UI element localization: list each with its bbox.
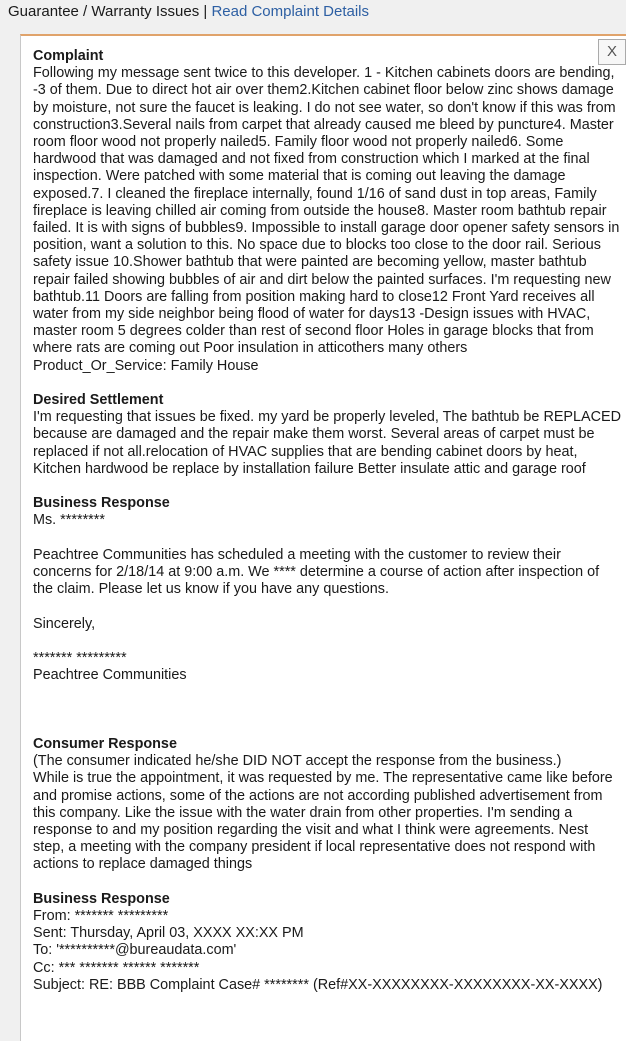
consumer-response-title: Consumer Response bbox=[33, 736, 177, 753]
breadcrumb bbox=[0, 0, 626, 28]
email-sent: Sent: Thursday, April 03, XXXX XX:XX PM bbox=[33, 925, 304, 942]
business-response-signature: ******* ********* bbox=[33, 650, 127, 667]
consumer-response-body: While is true the appointment, it was requested by me. The representative came like before and promise actions, some of the actions are not according published advertisement from this company. Like the issue with the water drain from other properties. I'm sending a response to and my position regarding the visit and what I think were agreements. Nest step, a meeting with the company president if local representative does not respond with actions to replace damaged things bbox=[33, 770, 613, 873]
desired-settlement-body: I'm requesting that issues be fixed. my yard be properly leveled, The bathtub be REPLACED because are damaged and the repair make them worst. Several areas of carpet must be replaced if not all.relocation of HVAC supplies that are bending cabinet doors by heat, Kitchen hardwood be replace by installation failure Better insulate attic and garage roof bbox=[33, 409, 622, 477]
read-complaint-details-link[interactable]: Read Complaint Details bbox=[211, 3, 370, 20]
email-from: From: ******* ********* bbox=[33, 908, 169, 925]
business-response-salutation: Ms. ******** bbox=[33, 512, 105, 529]
email-subject: Subject: RE: BBB Complaint Case# ******** (Ref#XX-XXXXXXXX-XXXXXXXX-XX-XXXX) bbox=[33, 976, 603, 993]
business-response-title: Business Response bbox=[33, 495, 170, 512]
complaint-title: Complaint bbox=[33, 48, 104, 64]
breadcrumb-category: Guarantee / Warranty Issues | bbox=[8, 3, 208, 20]
email-to: To: '**********@bureaudata.com' bbox=[33, 942, 237, 959]
product-or-service: Product_Or_Service: Family House bbox=[33, 357, 259, 374]
business-response-2-title: Business Response bbox=[33, 890, 170, 907]
business-response-closing: Sincerely, bbox=[33, 615, 96, 632]
business-response-body: Peachtree Communities has scheduled a meeting with the customer to review their concerns for 2/18/14 at 9:00 a.m. We **** determine a course of action after inspection of the claim. Please let us know if you have any questions. bbox=[33, 546, 600, 598]
consumer-response-note: (The consumer indicated he/she DID NOT accept the response from the business.) bbox=[33, 753, 562, 770]
business-response-company: Peachtree Communities bbox=[33, 667, 187, 684]
complaint-content bbox=[33, 48, 623, 994]
desired-settlement-title: Desired Settlement bbox=[33, 392, 164, 409]
complaint-details-panel bbox=[20, 34, 626, 1041]
complaint-body: Following my message sent twice to this developer. 1 - Kitchen cabinets doors are bending, -3 of them. Due to direct hot air over them2.Kitchen cabinet floor below zinc shows damage by moisture, not sure the faucet is leaking. I do not see water, so don't know if this was from construction3.Several nails from carpet that already caused me bleed by puncture4. Master room floor wood not properly nailed5. Family floor wood not properly nailed6. Some hardwood that was damaged and not fixed from construction which I marked at the final inspection. Were patched with some material that is coming out leaving the damage exposed.7. I cleaned the fireplace internally, found 1/16 of sand dust in top areas, Family fireplace is leaving chilled air coming from outside the house8. Master room bathtub repair failed. It is with signs of bubbles9. Impossible to install garage door opener safety sensors in position, want a solution to this. No space due to blocks too close to the door rail. Serious safety issue 10.Shower bathtub that were painted are becoming yellow, master bathtub repair failed showing bubbles of air and dirt below the painted surfaces. I'm requesting new bathtub.11 Doors are falling from position making hard to close12 Front Yard receives all water from my side neighbor being flood of water for days13 -Design issues with HVAC, master room 5 degrees colder than rest of second floor Holes in garage blocks that from where rats are coming out Poor insulation in atticothers many others bbox=[33, 65, 620, 357]
close-button[interactable]: X bbox=[598, 39, 626, 65]
email-cc: Cc: *** ******* ****** ******* bbox=[33, 959, 200, 976]
